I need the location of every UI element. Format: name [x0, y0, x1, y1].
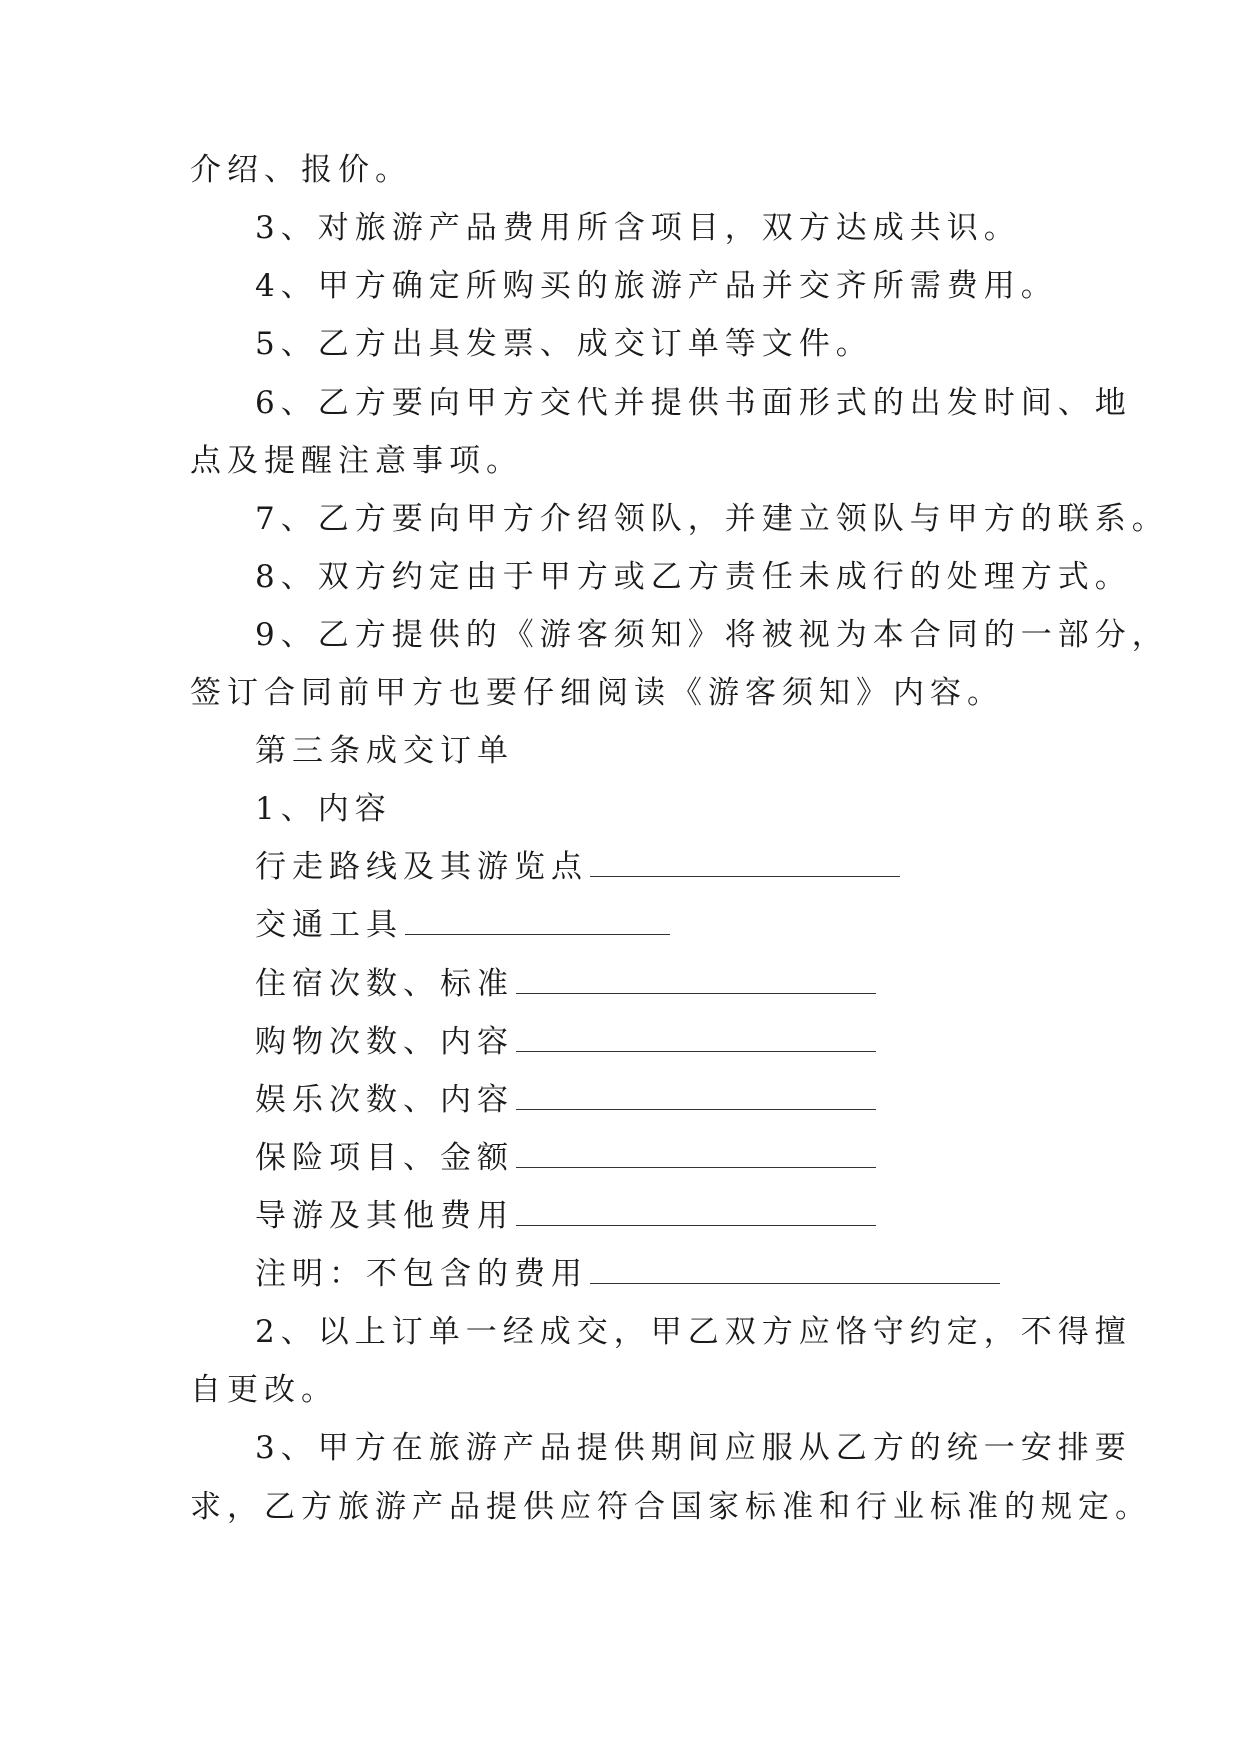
form-row-lodging: [255, 964, 876, 1004]
text-line: 7、乙方要向甲方介绍领队，并建立领队与甲方的联系。: [255, 501, 1169, 537]
text-line: 介绍、报价。: [190, 152, 412, 188]
form-row-insurance: [255, 1138, 876, 1178]
form-label: 娱乐次数、内容: [255, 1082, 514, 1118]
form-row-transport: [255, 905, 670, 945]
form-label: 保险项目、金额: [255, 1140, 514, 1176]
text-line: 自更改。: [190, 1372, 338, 1408]
form-row-excluded-fees: [255, 1254, 1000, 1294]
text-line: 5、乙方出具发票、成交订单等文件。: [255, 326, 873, 362]
form-label: 住宿次数、标准: [255, 966, 514, 1002]
form-row-route: [255, 847, 900, 887]
form-row-guide-fees: [255, 1196, 876, 1236]
text-line: 2、以上订单一经成交，甲乙双方应恪守约定，不得擅: [255, 1314, 1132, 1350]
form-label: 交通工具: [255, 907, 403, 943]
form-label: 购物次数、内容: [255, 1024, 514, 1060]
text-line: 1、内容: [255, 791, 392, 827]
text-line: 3、对旅游产品费用所含项目，双方达成共识。: [255, 210, 1021, 246]
text-line: 3、甲方在旅游产品提供期间应服从乙方的统一安排要: [255, 1430, 1132, 1466]
text-line: 8、双方约定由于甲方或乙方责任未成行的处理方式。: [255, 559, 1132, 595]
fill-in-blank[interactable]: [516, 1141, 876, 1168]
text-line: 4、甲方确定所购买的旅游产品并交齐所需费用。: [255, 268, 1058, 304]
text-line: 9、乙方提供的《游客须知》将被视为本合同的一部分，: [255, 617, 1169, 653]
fill-in-blank[interactable]: [516, 1083, 876, 1110]
text-line: 签订合同前甲方也要仔细阅读《游客须知》内容。: [190, 675, 1004, 711]
fill-in-blank[interactable]: [516, 1199, 876, 1226]
fill-in-blank[interactable]: [590, 1257, 1000, 1284]
form-label: 导游及其他费用: [255, 1198, 514, 1234]
text-line: 6、乙方要向甲方交代并提供书面形式的出发时间、地: [255, 385, 1132, 421]
text-line: 求，乙方旅游产品提供应符合国家标准和行业标准的规定。: [190, 1489, 1152, 1525]
fill-in-blank[interactable]: [590, 850, 900, 877]
form-label: 行走路线及其游览点: [255, 849, 588, 885]
form-row-entertainment: [255, 1080, 876, 1120]
fill-in-blank[interactable]: [516, 1025, 876, 1052]
section-heading: 第三条成交订单: [255, 733, 514, 769]
fill-in-blank[interactable]: [405, 908, 670, 935]
fill-in-blank[interactable]: [516, 967, 876, 994]
form-row-shopping: [255, 1022, 876, 1062]
text-line: 点及提醒注意事项。: [190, 443, 523, 479]
form-label: 注明：不包含的费用: [255, 1256, 588, 1292]
